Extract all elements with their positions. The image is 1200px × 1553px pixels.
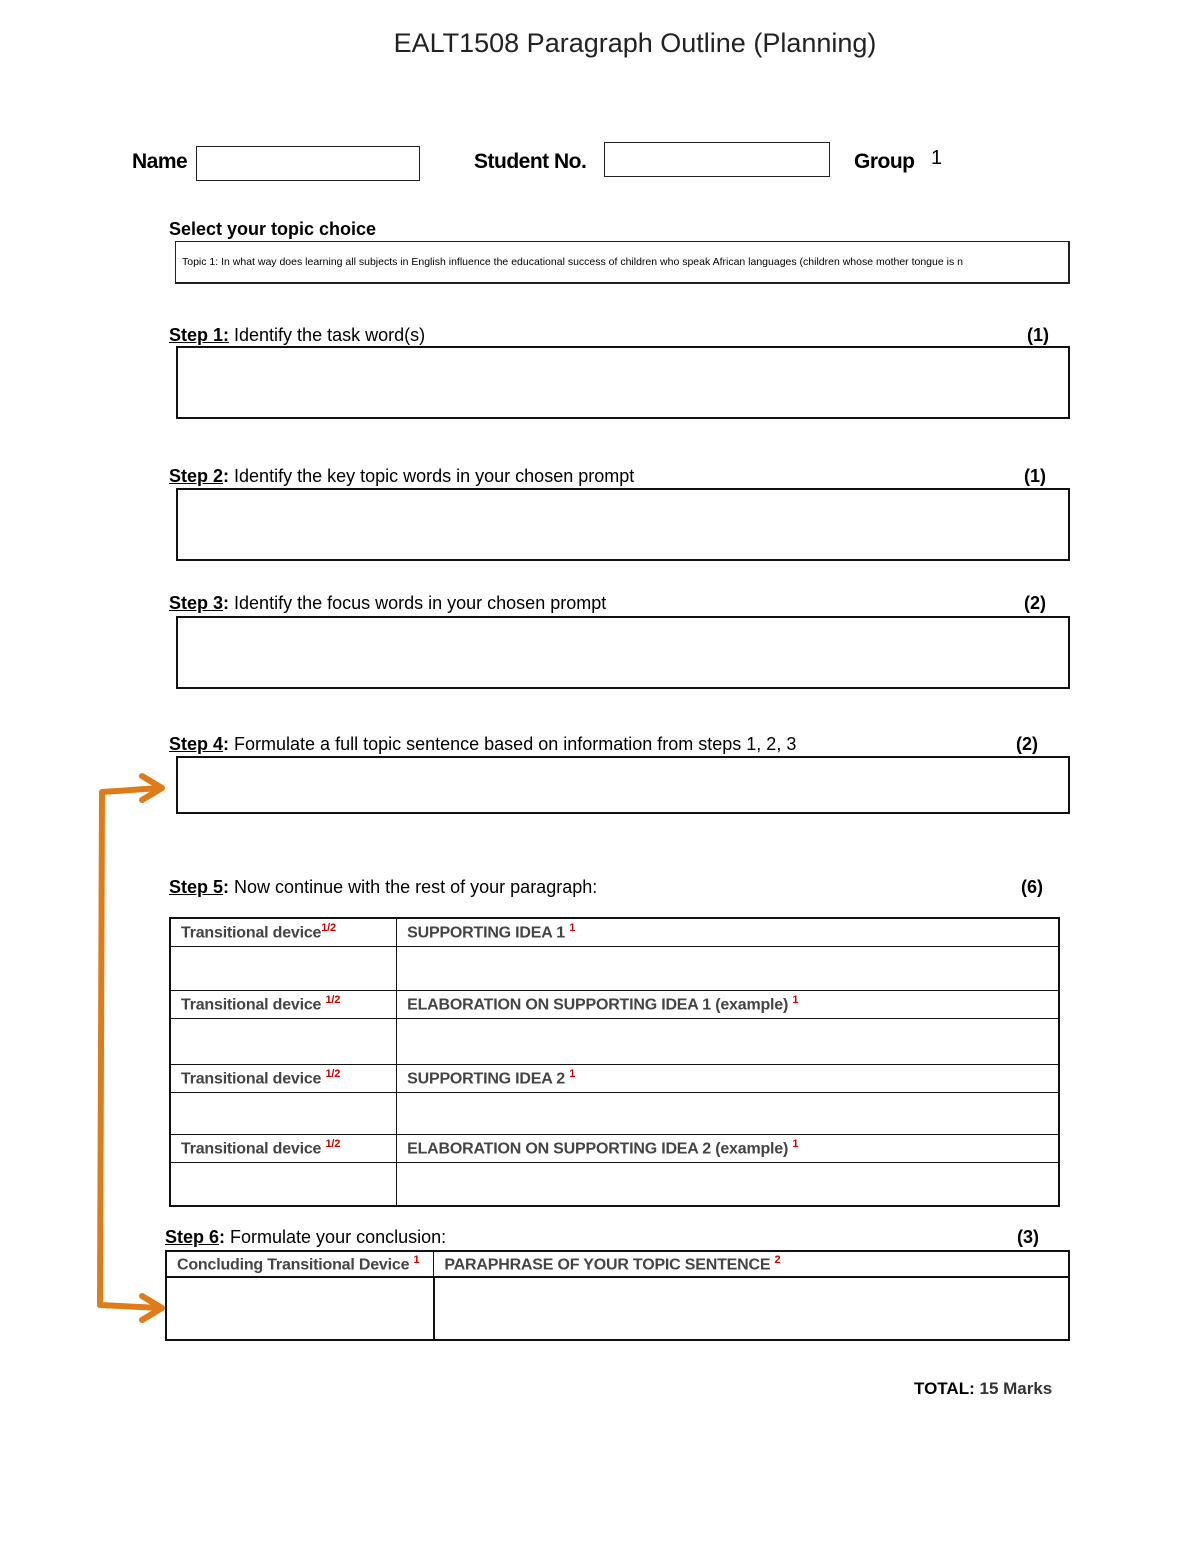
paraphrase-header [434,1251,1069,1277]
table-row [166,1277,1069,1340]
cell-label: SUPPORTING IDEA 2 [407,1069,565,1087]
table-row [170,1134,1059,1162]
table-row [166,1251,1069,1277]
table-row [170,918,1059,946]
step-colon: : [223,877,230,897]
cell-label: Transitional device [181,1069,326,1087]
cell-label: PARAPHRASE OF YOUR TOPIC SENTENCE [444,1256,775,1274]
paraphrase-input[interactable] [434,1277,1069,1340]
mark-superscript: 1/2 [325,1137,341,1150]
topic-select[interactable]: Topic 1: In what way does learning all subjects in English influence the educational success of children who speak African languages (children whose mother tongue is n [175,241,1070,284]
paragraph-table [169,917,1060,1207]
step-key: Step 5 [169,877,224,897]
group-label: Group [854,150,915,173]
cell-label: Transitional device [181,1139,326,1157]
transitional-device-input[interactable] [170,1018,397,1064]
mark-superscript: 1/2 [325,1067,341,1080]
concluding-device-input[interactable] [166,1277,434,1340]
step-4-marks: (2) [1016,734,1038,754]
step-colon: : [219,1227,226,1247]
table-row [170,990,1059,1018]
total-value: 15 Marks [979,1379,1053,1398]
step-key: Step 1: [169,325,230,345]
table-row [170,1018,1059,1064]
conclusion-table [165,1250,1070,1341]
page-title: EALT1508 Paragraph Outline (Planning) [393,28,877,58]
transitional-device-input[interactable] [170,1162,397,1206]
supporting-idea-1-input[interactable] [397,946,1059,990]
mark-superscript: 2 [774,1254,781,1266]
step-6-marks: (3) [1017,1227,1039,1247]
step-2-heading [169,466,634,487]
mark-superscript: 1 [792,1137,799,1150]
step-text: Identify the task word(s) [229,325,426,345]
step-2-answer-box[interactable] [176,488,1070,561]
total-marks [914,1379,1052,1399]
cell-label: Concluding Transitional Device [177,1256,414,1274]
cell-label: Transitional device [181,995,326,1013]
step-5-heading [169,877,597,898]
step-text: Formulate a full topic sentence based on information from steps 1, 2, 3 [229,734,797,754]
step-key: Step 2 [169,466,224,486]
mark-superscript: 1 [569,922,576,934]
step-4-answer-box[interactable] [176,756,1070,814]
supporting-idea-1-header [397,918,1059,946]
elaboration-2-input[interactable] [397,1162,1059,1206]
step-1-answer-box[interactable] [176,346,1070,419]
mark-superscript: 1 [792,993,799,1006]
transitional-device-input[interactable] [170,1092,397,1134]
name-label: Name [132,150,188,173]
step-key: Step 3 [169,593,224,613]
step-text: Identify the key topic words in your chosen prompt [229,466,635,486]
supporting-idea-2-input[interactable] [397,1092,1059,1134]
mark-superscript: 1/2 [325,993,341,1006]
student-no-label: Student No. [474,150,587,173]
step-key: Step 4 [169,734,224,754]
table-row [170,1064,1059,1092]
step-5-marks: (6) [1021,877,1043,897]
elaboration-1-header [397,990,1059,1018]
step-3-marks: (2) [1024,593,1046,613]
connector-arrow-icon [90,770,170,1330]
transitional-device-header [170,918,397,946]
step-4-heading [169,734,796,755]
cell-label: ELABORATION ON SUPPORTING IDEA 2 (example) [407,1139,793,1157]
elaboration-1-input[interactable] [397,1018,1059,1064]
transitional-device-header [170,1064,397,1092]
table-row [170,1092,1059,1134]
student-no-field[interactable] [604,142,830,177]
concluding-device-header [166,1251,434,1277]
step-key: Step 6 [165,1227,220,1247]
cell-label: SUPPORTING IDEA 1 [407,924,565,942]
step-1-heading [169,325,425,346]
transitional-device-header [170,1134,397,1162]
transitional-device-header [170,990,397,1018]
step-colon: : [223,466,230,486]
step-text: Now continue with the rest of your paragraph: [229,877,598,897]
step-colon: : [223,593,230,613]
name-field[interactable] [196,146,420,181]
step-text: Identify the focus words in your chosen prompt [229,593,607,613]
transitional-device-input[interactable] [170,946,397,990]
mark-superscript: 1 [413,1254,420,1266]
cell-label: ELABORATION ON SUPPORTING IDEA 1 (example) [407,995,793,1013]
step-1-marks: (1) [1027,325,1049,345]
step-text: Formulate your conclusion: [225,1227,447,1247]
step-3-heading [169,593,606,614]
elaboration-2-header [397,1134,1059,1162]
topic-choice-label: Select your topic choice [169,219,377,239]
group-value[interactable]: 1 [931,147,943,169]
step-3-answer-box[interactable] [176,616,1070,689]
step-6-heading [165,1227,446,1248]
mark-superscript: 1 [569,1067,576,1080]
table-row [170,1162,1059,1206]
step-2-marks: (1) [1024,466,1046,486]
step-colon: : [223,734,230,754]
table-row [170,946,1059,990]
cell-label: Transitional device [181,924,322,942]
mark-superscript: 1/2 [321,922,336,934]
total-label: TOTAL: [914,1379,975,1398]
supporting-idea-2-header [397,1064,1059,1092]
